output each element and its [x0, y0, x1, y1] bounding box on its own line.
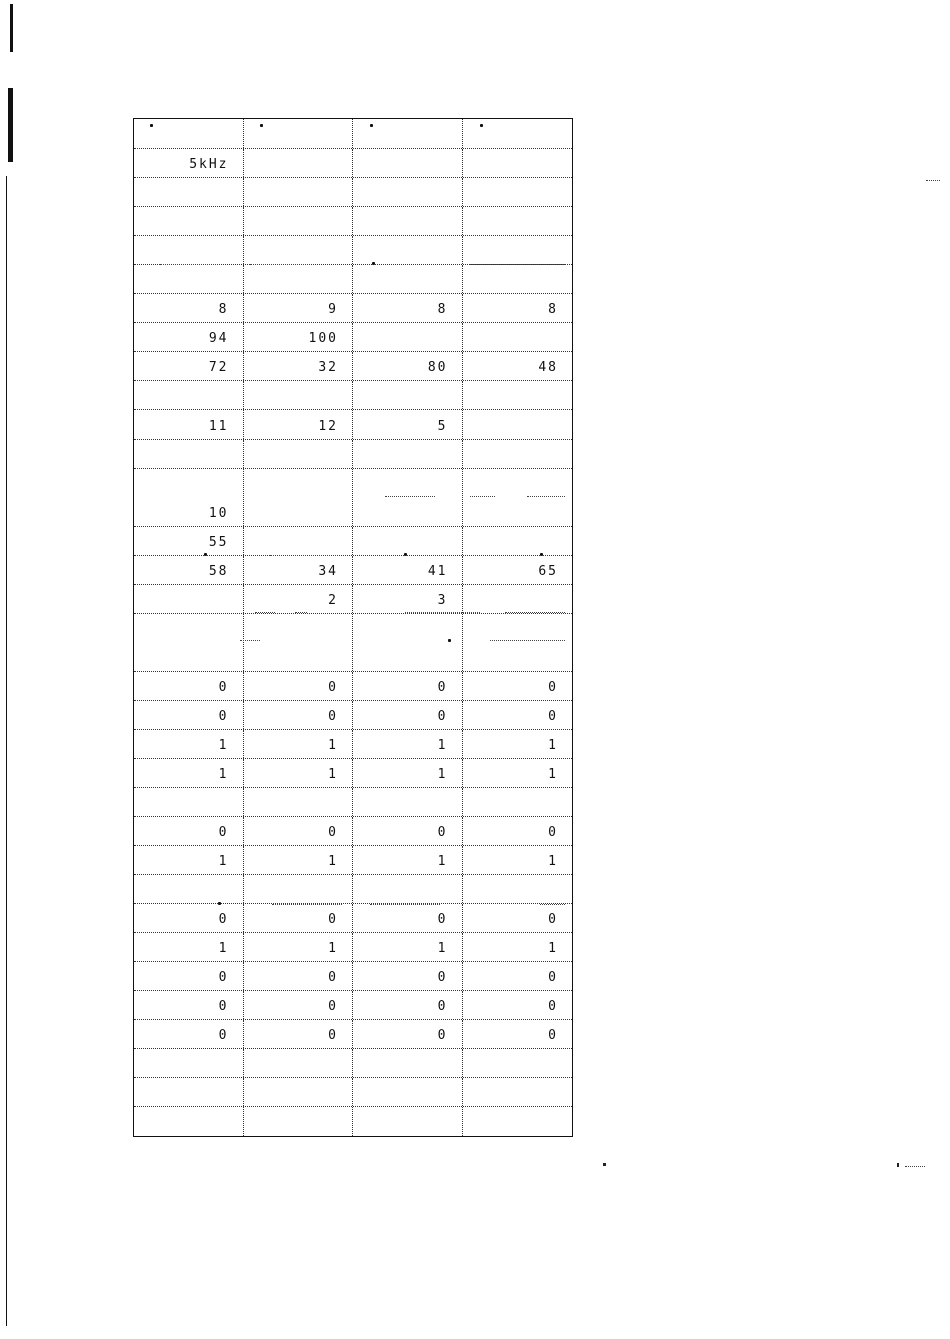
table-row — [134, 352, 572, 381]
table-cell — [134, 1049, 244, 1077]
table-cell: 8 — [134, 294, 244, 322]
table-cell: 0 — [244, 962, 354, 990]
scan-noise — [270, 555, 340, 557]
table-row — [134, 527, 572, 556]
table-cell: 1 — [244, 846, 354, 874]
table-cell: 0 — [548, 1028, 558, 1043]
table-row — [134, 904, 572, 933]
table-cell: 58 — [134, 556, 244, 584]
table-row — [134, 469, 572, 527]
table-cell — [244, 875, 354, 903]
table-cell — [463, 178, 573, 206]
margin-rule — [6, 176, 7, 1326]
table-cell — [244, 265, 354, 293]
table-cell — [134, 614, 244, 671]
table-cell: 1 — [548, 854, 558, 869]
table-cell: 55 — [134, 527, 244, 555]
table-cell: 0 — [353, 701, 463, 729]
table-cell — [244, 614, 354, 671]
scan-dot — [480, 124, 483, 127]
table-cell — [463, 207, 573, 235]
table-cell — [244, 788, 354, 816]
table-cell: 8 — [548, 302, 558, 317]
table-row — [134, 614, 572, 672]
table-row — [134, 933, 572, 962]
scan-noise — [385, 496, 435, 498]
table-cell — [463, 1049, 573, 1077]
table-cell — [353, 236, 463, 264]
scan-noise — [295, 612, 307, 614]
scan-speck — [926, 180, 940, 182]
table-row — [134, 149, 572, 178]
table-cell: 1 — [244, 730, 354, 758]
table-cell: 65 — [538, 564, 558, 579]
table-cell — [244, 381, 354, 409]
table-cell: 0 — [353, 962, 463, 990]
table-cell — [463, 614, 573, 671]
scan-dot — [260, 124, 263, 127]
table-row — [134, 585, 572, 614]
table-cell — [134, 1107, 244, 1136]
scan-dot — [218, 902, 221, 905]
table-row — [134, 323, 572, 352]
table-cell: 0 — [134, 701, 244, 729]
table-cell: 0 — [548, 680, 558, 695]
table-cell — [353, 440, 463, 468]
scan-dot — [404, 553, 407, 556]
scan-noise — [255, 612, 275, 614]
table-row — [134, 991, 572, 1020]
table-cell: 0 — [134, 1020, 244, 1048]
table-cell: 0 — [134, 991, 244, 1019]
table-cell: 11 — [134, 410, 244, 439]
table-row — [134, 1078, 572, 1107]
table-cell: 0 — [548, 709, 558, 724]
table-cell: 0 — [134, 817, 244, 845]
table-cell: 0 — [244, 1020, 354, 1048]
table-cell: 32 — [244, 352, 354, 380]
table-cell — [244, 1049, 354, 1077]
table-row — [134, 759, 572, 788]
margin-bar-thick — [8, 88, 13, 162]
table-cell: 2 — [244, 585, 354, 613]
scan-speck — [905, 1166, 925, 1168]
table-cell — [463, 585, 573, 613]
table-cell — [463, 119, 573, 148]
table-cell: 0 — [244, 672, 354, 700]
table-cell: 0 — [134, 672, 244, 700]
table-cell — [244, 440, 354, 468]
margin-bar-top — [10, 4, 13, 52]
table-cell: 0 — [244, 701, 354, 729]
table-row — [134, 1020, 572, 1049]
table-row — [134, 817, 572, 846]
table-cell — [134, 440, 244, 468]
table-cell: 0 — [244, 991, 354, 1019]
scan-noise — [505, 612, 565, 614]
scan-noise — [490, 640, 565, 642]
table-cell — [244, 527, 354, 555]
table-row — [134, 294, 572, 323]
table-row — [134, 440, 572, 469]
table-cell: 0 — [134, 904, 244, 932]
table-cell — [244, 236, 354, 264]
table-cell — [244, 149, 354, 177]
table-cell: 5kHz — [134, 149, 244, 177]
table-cell: 48 — [538, 360, 558, 375]
table-cell — [134, 585, 244, 613]
table-cell — [134, 875, 244, 903]
table-row — [134, 207, 572, 236]
table-row — [134, 672, 572, 701]
table-cell: 1 — [353, 730, 463, 758]
table-cell: 1 — [244, 933, 354, 961]
scan-dot — [150, 124, 153, 127]
table-cell: 0 — [353, 1020, 463, 1048]
table-row — [134, 1107, 572, 1136]
table-cell — [244, 1107, 354, 1136]
table-cell — [134, 207, 244, 235]
table-cell: 1 — [353, 933, 463, 961]
table-cell: 9 — [244, 294, 354, 322]
table-cell: 94 — [134, 323, 244, 351]
table-cell — [353, 207, 463, 235]
table-row — [134, 236, 572, 265]
table-cell — [463, 875, 573, 903]
scan-noise — [540, 904, 565, 906]
table-row — [134, 381, 572, 410]
table-cell: 1 — [134, 759, 244, 787]
table-cell — [463, 1107, 573, 1136]
table-cell: 0 — [134, 962, 244, 990]
scan-noise — [470, 264, 565, 266]
table-cell: 0 — [548, 912, 558, 927]
table-cell — [353, 149, 463, 177]
table-cell — [463, 410, 573, 439]
scan-dot — [372, 262, 375, 265]
table-cell — [353, 265, 463, 293]
table-cell — [463, 527, 573, 555]
table-cell: 0 — [244, 817, 354, 845]
table-cell — [353, 178, 463, 206]
table-cell — [463, 1078, 573, 1106]
scan-noise — [527, 496, 565, 498]
table-cell — [463, 788, 573, 816]
scan-noise — [370, 904, 440, 906]
table-row — [134, 265, 572, 294]
table-cell: 1 — [244, 759, 354, 787]
table-cell: 34 — [244, 556, 354, 584]
scan-dot — [448, 639, 451, 642]
table-cell — [353, 381, 463, 409]
table-cell — [244, 469, 354, 526]
table-cell — [244, 1078, 354, 1106]
table-cell: 72 — [134, 352, 244, 380]
table-cell: 1 — [353, 759, 463, 787]
table-cell — [134, 788, 244, 816]
table-row — [134, 701, 572, 730]
table-cell — [353, 527, 463, 555]
table-cell: 1 — [548, 941, 558, 956]
table-row — [134, 730, 572, 759]
table-cell — [353, 788, 463, 816]
table-cell: 0 — [244, 904, 354, 932]
table-cell: 0 — [353, 991, 463, 1019]
table-cell — [353, 1078, 463, 1106]
table-cell — [463, 381, 573, 409]
table-cell: 0 — [353, 904, 463, 932]
table-cell: 80 — [353, 352, 463, 380]
table-cell — [134, 236, 244, 264]
table-cell: 41 — [353, 556, 463, 584]
table-cell — [244, 178, 354, 206]
scan-dot — [370, 124, 373, 127]
table-cell — [244, 207, 354, 235]
table-cell — [353, 1049, 463, 1077]
table-cell: 0 — [353, 672, 463, 700]
scan-noise — [272, 904, 342, 906]
scan-dot — [204, 553, 207, 556]
scan-noise — [470, 496, 495, 498]
table-cell: 12 — [244, 410, 354, 439]
table-cell: 0 — [548, 970, 558, 985]
table-cell: 1 — [134, 846, 244, 874]
table-cell: 100 — [244, 323, 354, 351]
table-cell — [463, 440, 573, 468]
scan-noise — [250, 264, 310, 266]
table-cell: 1 — [353, 846, 463, 874]
table-row — [134, 119, 572, 149]
table-cell — [353, 323, 463, 351]
table-cell: 10 — [134, 469, 244, 526]
table-cell — [134, 1078, 244, 1106]
table-row — [134, 875, 572, 904]
table-cell: 1 — [134, 730, 244, 758]
table-cell — [463, 236, 573, 264]
table-row — [134, 1049, 572, 1078]
table-cell — [353, 875, 463, 903]
table-cell: 1 — [134, 933, 244, 961]
table-cell: 1 — [548, 767, 558, 782]
table-row — [134, 962, 572, 991]
table-row — [134, 410, 572, 440]
table-cell — [134, 178, 244, 206]
table-cell: 1 — [548, 738, 558, 753]
table-row — [134, 846, 572, 875]
table-cell: 0 — [548, 825, 558, 840]
table-cell — [463, 265, 573, 293]
scan-speck — [897, 1163, 899, 1167]
scan-noise — [160, 264, 220, 266]
scan-noise — [240, 640, 260, 642]
table-row — [134, 788, 572, 817]
table-cell — [463, 323, 573, 351]
table-cell: 3 — [353, 585, 463, 613]
table-cell: 0 — [353, 817, 463, 845]
table-cell — [353, 614, 463, 671]
table-cell — [134, 381, 244, 409]
table-cell: 0 — [548, 999, 558, 1014]
table-row — [134, 178, 572, 207]
table-cell — [463, 149, 573, 177]
scan-speck — [603, 1163, 606, 1166]
table-cell: 8 — [353, 294, 463, 322]
scan-dot — [540, 553, 543, 556]
table-cell — [353, 1107, 463, 1136]
data-table — [133, 118, 573, 1137]
table-cell: 5 — [353, 410, 463, 439]
table-cell — [134, 265, 244, 293]
table-row — [134, 556, 572, 585]
scan-noise — [405, 612, 480, 614]
